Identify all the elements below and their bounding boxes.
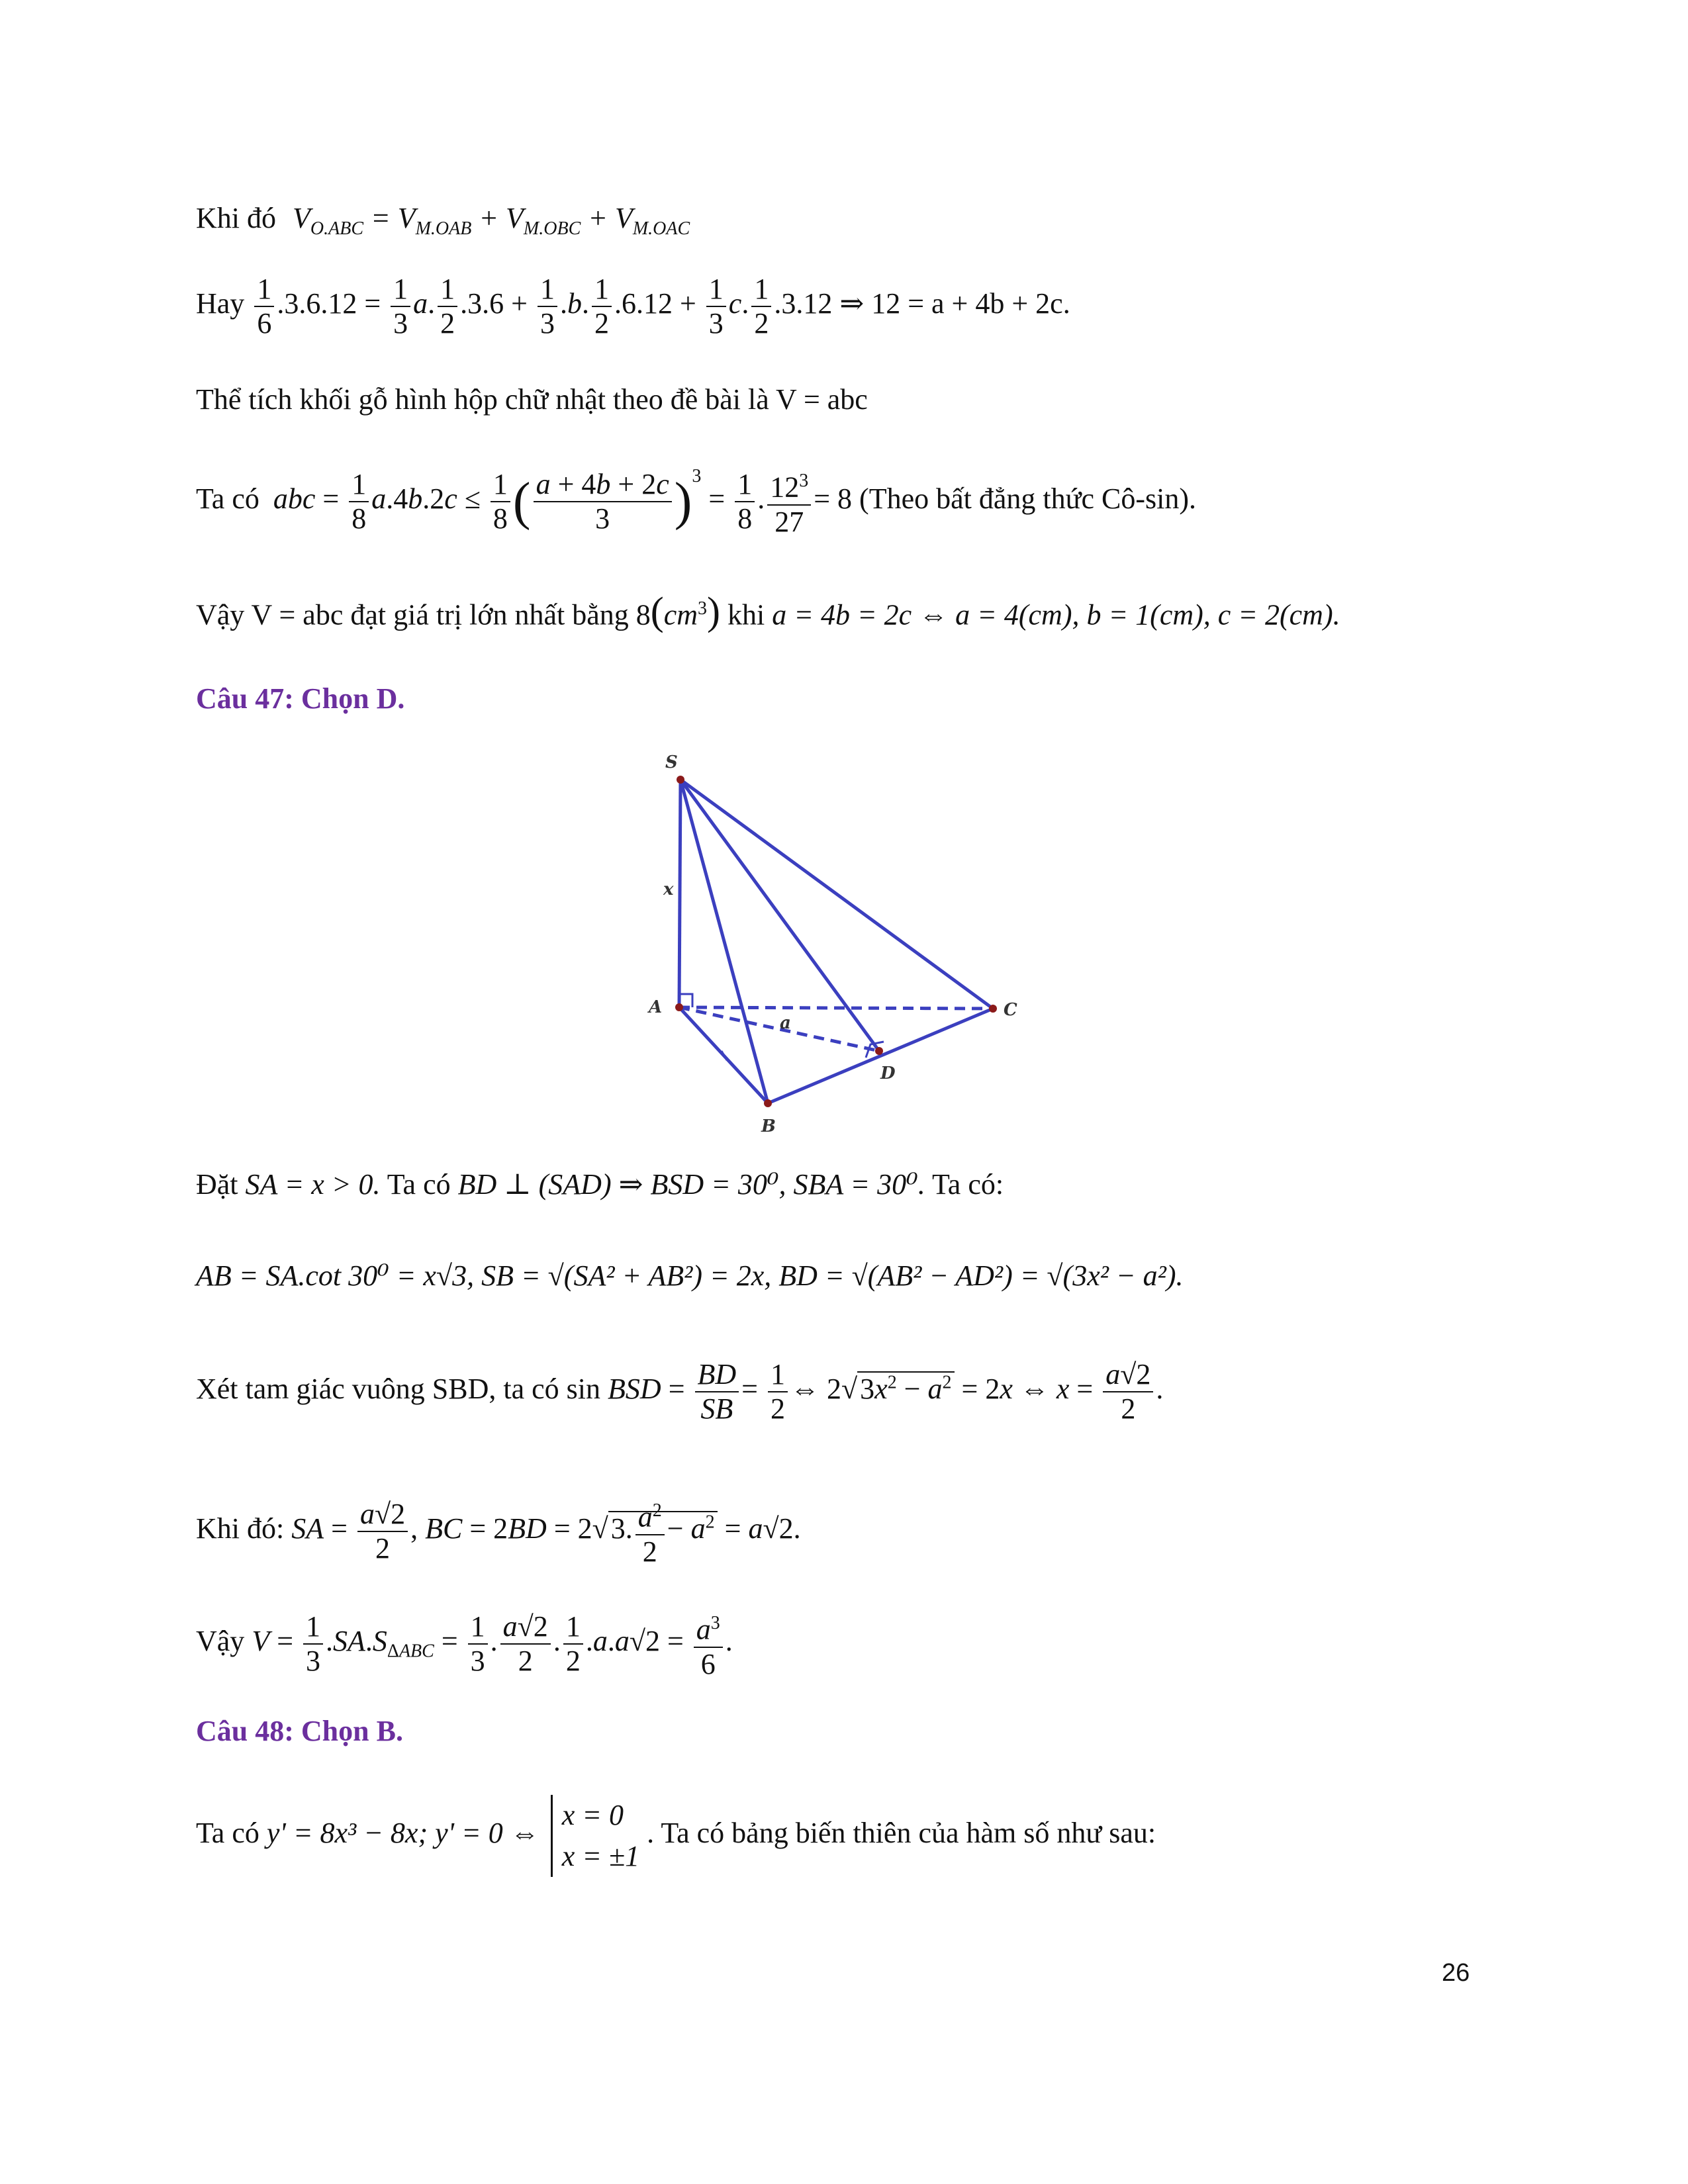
- line11-prefix: Vậy: [196, 1624, 245, 1657]
- line2-prefix: Hay: [196, 287, 245, 320]
- text-line-5: Vậy V = abc đạt giá trị lớn nhất bằng $8(cm^3)$ khi a = 4b = 2c ⇔ a = 4(cm), b = 1(cm), c = 2(cm).: [196, 589, 1340, 633]
- question-47-heading: Câu 47: Chọn D.: [196, 682, 405, 715]
- line13-prefix: Ta có: [196, 1817, 259, 1850]
- text-line-3: Thể tích khối gỗ hình hộp chữ nhật theo đề bài là V = abc: [196, 383, 868, 416]
- question-48-heading: Câu 48: Chọn B.: [196, 1715, 403, 1747]
- text-line-8: AB = SA.cot 30⁰ = x√3, SB = √(SA² + AB²) = 2x, BD = √(AB² − AD²) = √(3x² − a²).: [196, 1259, 1184, 1292]
- line1-prefix: Khi đó: [196, 202, 276, 234]
- pyramid-edges: [679, 780, 993, 1103]
- line13-tail: . Ta có bảng biến thiên của hàm số như sau:: [647, 1817, 1156, 1850]
- line5-mid: khi: [727, 598, 765, 631]
- label-s: S: [665, 752, 678, 772]
- text-line-4: Ta có abc = $\frac{1}{8}$ a.4b.2c ≤ $\frac{1}{8}$ ( $\frac{a + 4b + 2c}{3}$ )$^3$ = $\frac{1}{8}$ . $\frac{12^3}{27}$ = 8 (Theo bất đẳng thức Cô-sin).: [196, 466, 1196, 538]
- label-c: C: [1004, 1000, 1017, 1020]
- line7-a: Đặt: [196, 1168, 238, 1201]
- line5-prefix: Vậy V = abc đạt giá trị lớn nhất bằng: [196, 598, 629, 631]
- line10-prefix: Khi đó:: [196, 1512, 285, 1545]
- pyramid-figure: [635, 748, 1046, 1142]
- line7-c: Ta có: [387, 1168, 451, 1201]
- case-bracket: [551, 1795, 639, 1877]
- label-d: D: [880, 1064, 896, 1083]
- label-b: B: [761, 1116, 776, 1136]
- text-line-9: Xét tam giác vuông SBD, ta có sin BSD = $\frac{BD}{SB}$ = $\frac{1}{2}$ ⇔ $2√3x^2 - a^2 = 2x$ ⇔ x = $\frac{a√2}{2}$ .: [196, 1358, 1164, 1425]
- line13-eq: y' = 8x³ − 8x; y' = 0 ⇔: [266, 1817, 539, 1850]
- text-line-13: [196, 1795, 1156, 1877]
- label-a-lower: a: [780, 1013, 791, 1033]
- case-2: x = ±1: [561, 1840, 640, 1872]
- page-number: 26: [1442, 1959, 1470, 1987]
- line7-d: BD ⊥ (SAD) ⇒ BSD = 30⁰, SBA = 30⁰.: [457, 1168, 925, 1201]
- text-line-10: Khi đó: SA = $\frac{a√2}{2}$ , BC = 2BD = 2√3. $\frac{a^2}{2}$ − $a^2 = a√2$.: [196, 1494, 801, 1569]
- line7-e: Ta có:: [931, 1168, 1004, 1201]
- line7-b: SA = x > 0.: [245, 1168, 381, 1201]
- label-x: x: [663, 880, 674, 899]
- line2-tail: ⇒ 12 = a + 4b + 2c.: [839, 287, 1070, 320]
- text-line-2: Hay $\frac{1}{6}$ .3.6.12 = $\frac{1}{3}$ a. $\frac{1}{2}$ .3.6 + $\frac{1}{3}$ .b. $\frac{1}{2}$ .6.12 + $\frac{1}{3}$ c. $\frac{1}{2}$ .3.12 ⇒ 12 = a + 4b + 2c.: [196, 273, 1070, 340]
- pyramid-diagram: [635, 748, 1046, 1138]
- case-1: x = 0: [561, 1799, 624, 1831]
- text-line-7: [196, 1165, 1004, 1205]
- label-a: A: [649, 997, 663, 1017]
- text-line-1: [196, 199, 690, 249]
- volume-equation: $V_{O.ABC} = V_{M.OAB} + V_{M.OBC} + V_{M.OAC}$: [293, 202, 690, 239]
- line4-note: (Theo bất đẳng thức Cô-sin).: [859, 482, 1196, 515]
- line5-tail: a = 4b = 2c ⇔ a = 4(cm), b = 1(cm), c = 2(cm).: [772, 598, 1340, 631]
- line4-prefix: Ta có: [196, 482, 259, 515]
- line9-prefix: Xét tam giác vuông SBD, ta có: [196, 1373, 559, 1406]
- text-line-11: Vậy V = $\frac{1}{3}$ $.SA.S_{\Delta ABC}$ = $\frac{1}{3}$ . $\frac{a√2}{2}$ . $\frac{1}{2}$ .a.a√2 = $\frac{a^3}{6}$ .: [196, 1607, 733, 1681]
